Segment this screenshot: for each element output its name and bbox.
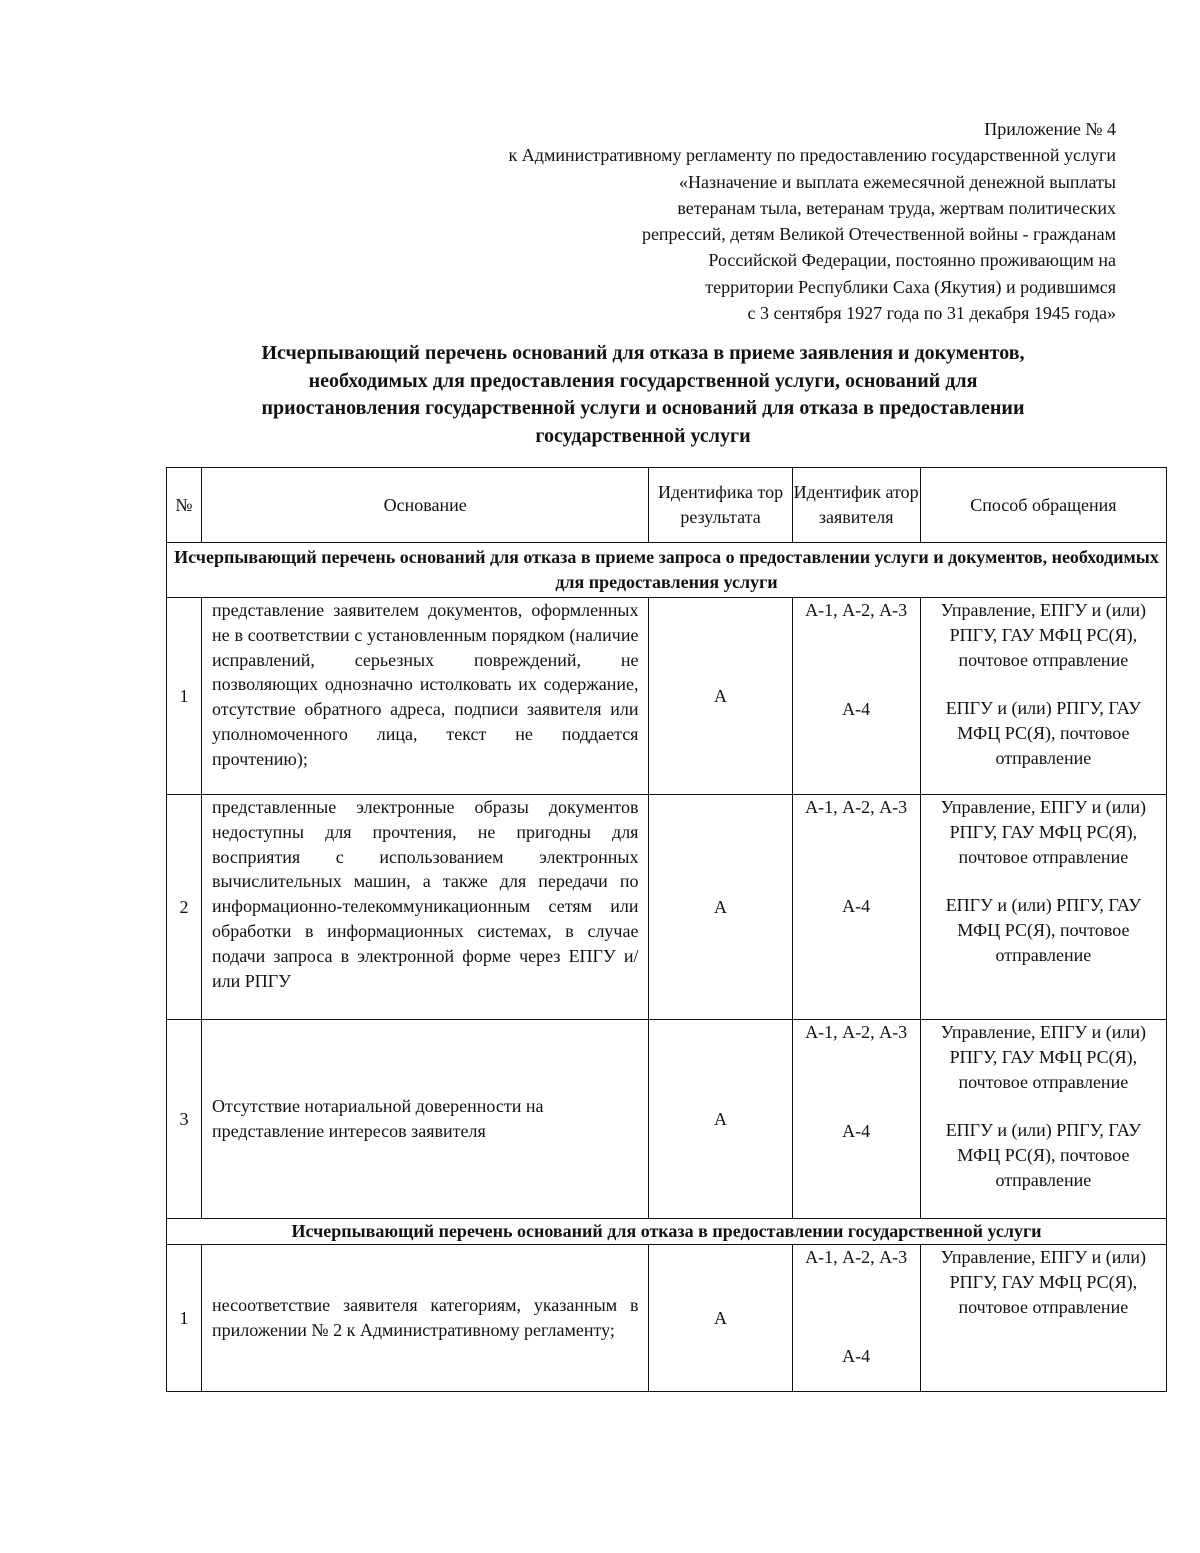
row-applicant-id xyxy=(792,1020,920,1219)
row-applicant-id xyxy=(792,598,920,795)
appendix-line: с 3 сентября 1927 года по 31 декабря 1945 года» xyxy=(747,303,1116,324)
header-applicant-id: Идентифик атор заявителя xyxy=(792,468,920,543)
row-method xyxy=(920,795,1166,1020)
table-row xyxy=(167,598,1167,795)
applicant-group-2: А-4 xyxy=(842,698,871,719)
row-method xyxy=(920,598,1166,795)
title-line: необходимых для предоставления государственной услуги, оснований для xyxy=(308,369,978,392)
applicant-group-1: А-1, А-2, А-3 xyxy=(805,600,908,620)
appendix-line: Российской Федерации, постоянно проживающим на xyxy=(708,250,1116,271)
table-row xyxy=(167,1245,1167,1392)
method-group-1: Управление, ЕПГУ и (или) РПГУ, ГАУ МФЦ РС(Я), почтовое отправление xyxy=(940,1022,1147,1092)
applicant-group-2: А-4 xyxy=(842,1120,871,1141)
method-group-1: Управление, ЕПГУ и (или) РПГУ, ГАУ МФЦ РС(Я), почтовое отправление xyxy=(940,600,1147,670)
row-number: 3 xyxy=(167,1020,202,1219)
section-heading-row xyxy=(167,543,1167,598)
row-basis: Отсутствие нотариальной доверенности на представление интересов заявителя xyxy=(202,1020,649,1219)
row-result-id: А xyxy=(649,795,792,1020)
row-number: 1 xyxy=(167,1245,202,1392)
appendix-line: территории Республики Саха (Якутия) и родившимся xyxy=(705,276,1116,297)
appendix-header xyxy=(316,116,1116,326)
row-result-id: А xyxy=(649,1245,792,1392)
section-heading: Исчерпывающий перечень оснований для отказа в приеме запроса о предоставлении услуги и документов, необходимых для предоставления услуги xyxy=(167,543,1167,598)
applicant-group-1: А-1, А-2, А-3 xyxy=(805,797,908,817)
appendix-line: репрессий, детям Великой Отечественной войны - гражданам xyxy=(641,224,1116,245)
method-group-2: ЕПГУ и (или) РПГУ, ГАУ МФЦ РС(Я), почтовое отправление xyxy=(945,698,1142,768)
row-basis: представление заявителем документов, оформленных не в соответствии с установленным порядком (наличие исправлений, серьезных повреждений, не позволяющих однозначно истолковать их содержание, отсутствие обратного адреса, подписи заявителя или уполномоченного лица, текст не поддается прочтению); xyxy=(202,598,649,795)
row-basis: несоответствие заявителя категориям, указанным в приложении № 2 к Административному регламенту; xyxy=(202,1245,649,1392)
method-group-1: Управление, ЕПГУ и (или) РПГУ, ГАУ МФЦ РС(Я), почтовое отправление xyxy=(940,1247,1147,1317)
table-row xyxy=(167,795,1167,1020)
section-heading: Исчерпывающий перечень оснований для отказа в предоставлении государственной услуги xyxy=(167,1219,1167,1245)
title-line: государственной услуги xyxy=(535,424,751,447)
row-method xyxy=(920,1245,1166,1392)
row-method xyxy=(920,1020,1166,1219)
grounds-table xyxy=(166,467,1167,1392)
row-basis: представленные электронные образы документов недоступны для прочтения, не пригодны для восприятия с использованием электронных вычислительных машин, а также для передачи по информационно-телекоммуникационным сетям или обработки в информационных системах, в случае подачи запроса в электронной форме через ЕПГУ и/или РПГУ xyxy=(202,795,649,1020)
applicant-group-2: А-4 xyxy=(842,1345,871,1366)
table-row xyxy=(167,1020,1167,1219)
section-heading-row xyxy=(167,1219,1167,1245)
applicant-group-1: А-1, А-2, А-3 xyxy=(805,1247,908,1267)
appendix-line: Приложение № 4 xyxy=(984,119,1116,139)
row-applicant-id xyxy=(792,795,920,1020)
method-group-2: ЕПГУ и (или) РПГУ, ГАУ МФЦ РС(Я), почтовое отправление xyxy=(945,895,1142,965)
applicant-group-2: А-4 xyxy=(842,895,871,916)
header-basis: Основание xyxy=(202,468,649,543)
title-line: приостановления государственной услуги и оснований для отказа в предоставлении xyxy=(261,397,1025,419)
method-group-1: Управление, ЕПГУ и (или) РПГУ, ГАУ МФЦ РС(Я), почтовое отправление xyxy=(940,797,1147,867)
appendix-line: к Административному регламенту по предоставлению государственной услуги xyxy=(508,145,1116,166)
row-number: 2 xyxy=(167,795,202,1020)
document-title xyxy=(150,340,1136,450)
row-applicant-id xyxy=(792,1245,920,1392)
method-group-2: ЕПГУ и (или) РПГУ, ГАУ МФЦ РС(Я), почтовое отправление xyxy=(945,1120,1142,1190)
table-header-row xyxy=(167,468,1167,543)
applicant-group-1: А-1, А-2, А-3 xyxy=(805,1022,908,1042)
title-line: Исчерпывающий перечень оснований для отказа в приеме заявления и документов, xyxy=(261,342,1025,364)
row-number: 1 xyxy=(167,598,202,795)
header-result-id: Идентифика тор результата xyxy=(649,468,792,543)
row-result-id: А xyxy=(649,1020,792,1219)
header-num: № xyxy=(167,468,202,543)
appendix-line: «Назначение и выплата ежемесячной денежной выплаты xyxy=(679,171,1116,192)
appendix-line: ветеранам тыла, ветеранам труда, жертвам политических xyxy=(677,197,1116,218)
header-method: Способ обращения xyxy=(920,468,1166,543)
row-result-id: А xyxy=(649,598,792,795)
